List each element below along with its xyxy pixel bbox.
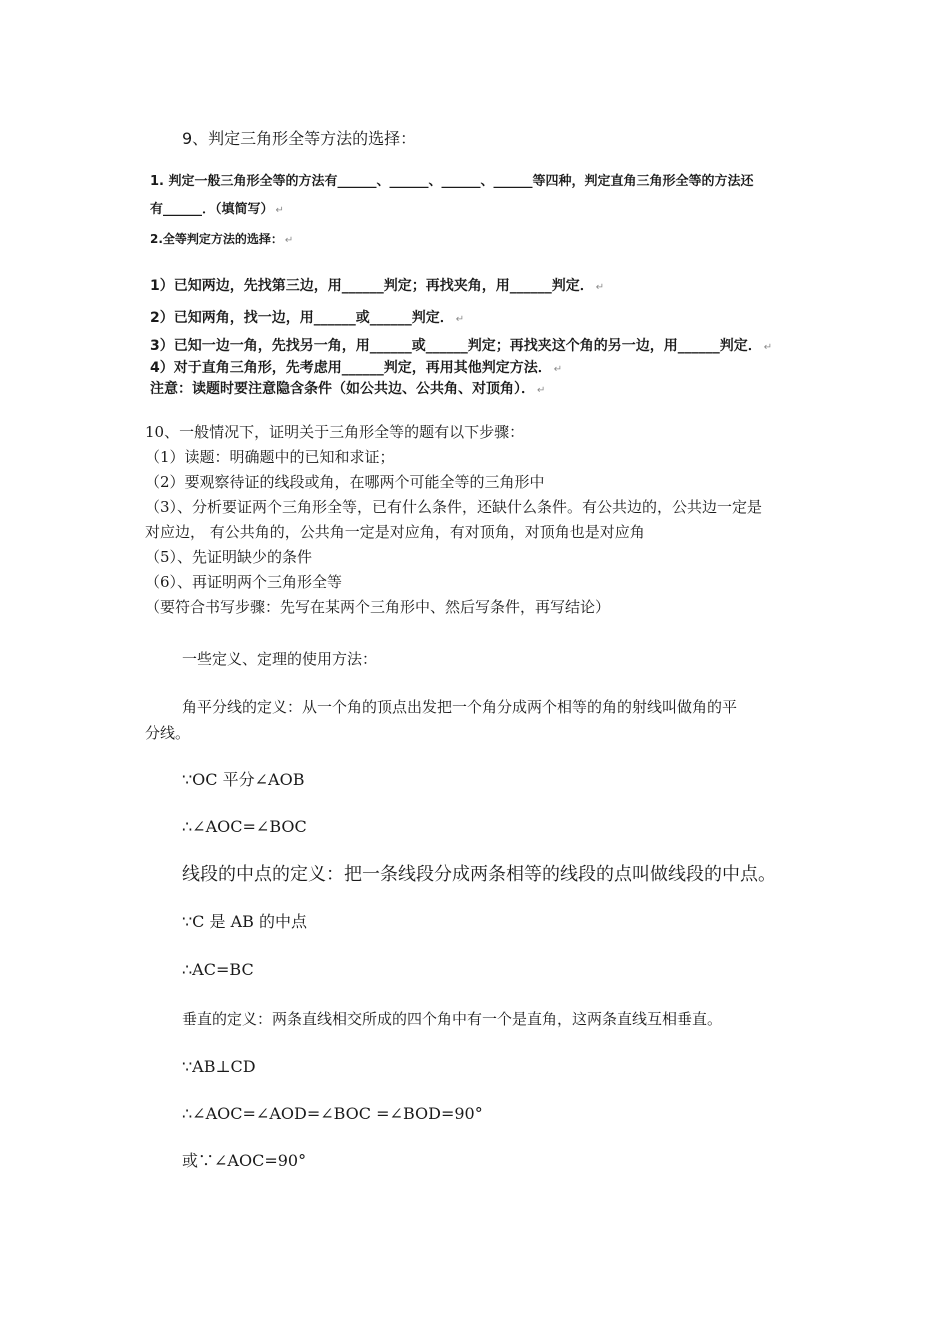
midpoint-therefore: ∴AC=BC: [182, 960, 254, 979]
midpoint-because: ∵C 是 AB 的中点: [182, 912, 307, 931]
step-line: （1）读题：明确题中的已知和求证；: [145, 448, 395, 466]
angle-bisector-therefore: ∴∠AOC=∠BOC: [182, 817, 307, 836]
step-line: （2）要观察待证的线段或角，在哪两个可能全等的三角形中: [145, 473, 545, 491]
angle-bisector-def-line2: 分线。: [145, 724, 191, 742]
case-4: 4）对于直角三角形，先考虑用______判定，再用其他判定方法． ↵: [150, 360, 563, 376]
step-line: 对应边， 有公共角的，公共角一定是对应角，有对顶角，对顶角也是对应角: [145, 523, 645, 541]
case-1: 1）已知两边，先找第三边，用______判定；再找夹角，用______判定． ↵: [150, 278, 605, 294]
step-line: （3）、分析要证两个三角形全等，已有什么条件，还缺什么条件。有公共边的，公共边一定是: [145, 498, 763, 516]
step-line: （6）、再证明两个三角形全等: [145, 573, 343, 591]
note: 注意：读题时要注意隐含条件（如公共边、公共角、对顶角）． ↵: [150, 381, 546, 397]
case-3: 3）已知一边一角，先找另一角，用______或______判定；再找夹这个角的另一边，用______判定． ↵: [150, 338, 773, 354]
perpendicular-because: ∵AB⊥CD: [182, 1057, 256, 1076]
perpendicular-def: 垂直的定义：两条直线相交所成的四个角中有一个是直角，这两条直线互相垂直。: [182, 1010, 723, 1028]
step-line: （5）、先证明缺少的条件: [145, 548, 313, 566]
definitions-intro: 一些定义、定理的使用方法：: [182, 650, 378, 668]
angle-bisector-def-line1: 角平分线的定义：从一个角的顶点出发把一个角分成两个相等的角的射线叫做角的平: [182, 698, 738, 716]
step-line: （要符合书写步骤：先写在某两个三角形中、然后写条件，再写结论）: [145, 598, 611, 616]
perpendicular-therefore: ∴∠AOC=∠AOD=∠BOC =∠BOD=90°: [182, 1104, 483, 1123]
section9-title: 9、判定三角形全等方法的选择：: [182, 129, 417, 148]
perpendicular-or: 或∵∠AOC=90°: [182, 1151, 307, 1170]
midpoint-def: 线段的中点的定义：把一条线段分成两条相等的线段的点叫做线段的中点。: [182, 864, 776, 885]
angle-bisector-because: ∵OC 平分∠AOB: [182, 770, 305, 789]
section10-title: 10、一般情况下，证明关于三角形全等的题有以下步骤：: [145, 423, 525, 441]
section9-item1-line1: 1. 判定一般三角形全等的方法有______、______、______、______等四种，判定直角三角形全等的方法还: [150, 174, 754, 189]
section9-item1-line2: 有______．（填简写） ↵: [150, 202, 284, 217]
section9-item2: 2.全等判定方法的选择： ↵: [150, 232, 294, 246]
case-2: 2）已知两角，找一边，用______或______判定． ↵: [150, 310, 465, 326]
